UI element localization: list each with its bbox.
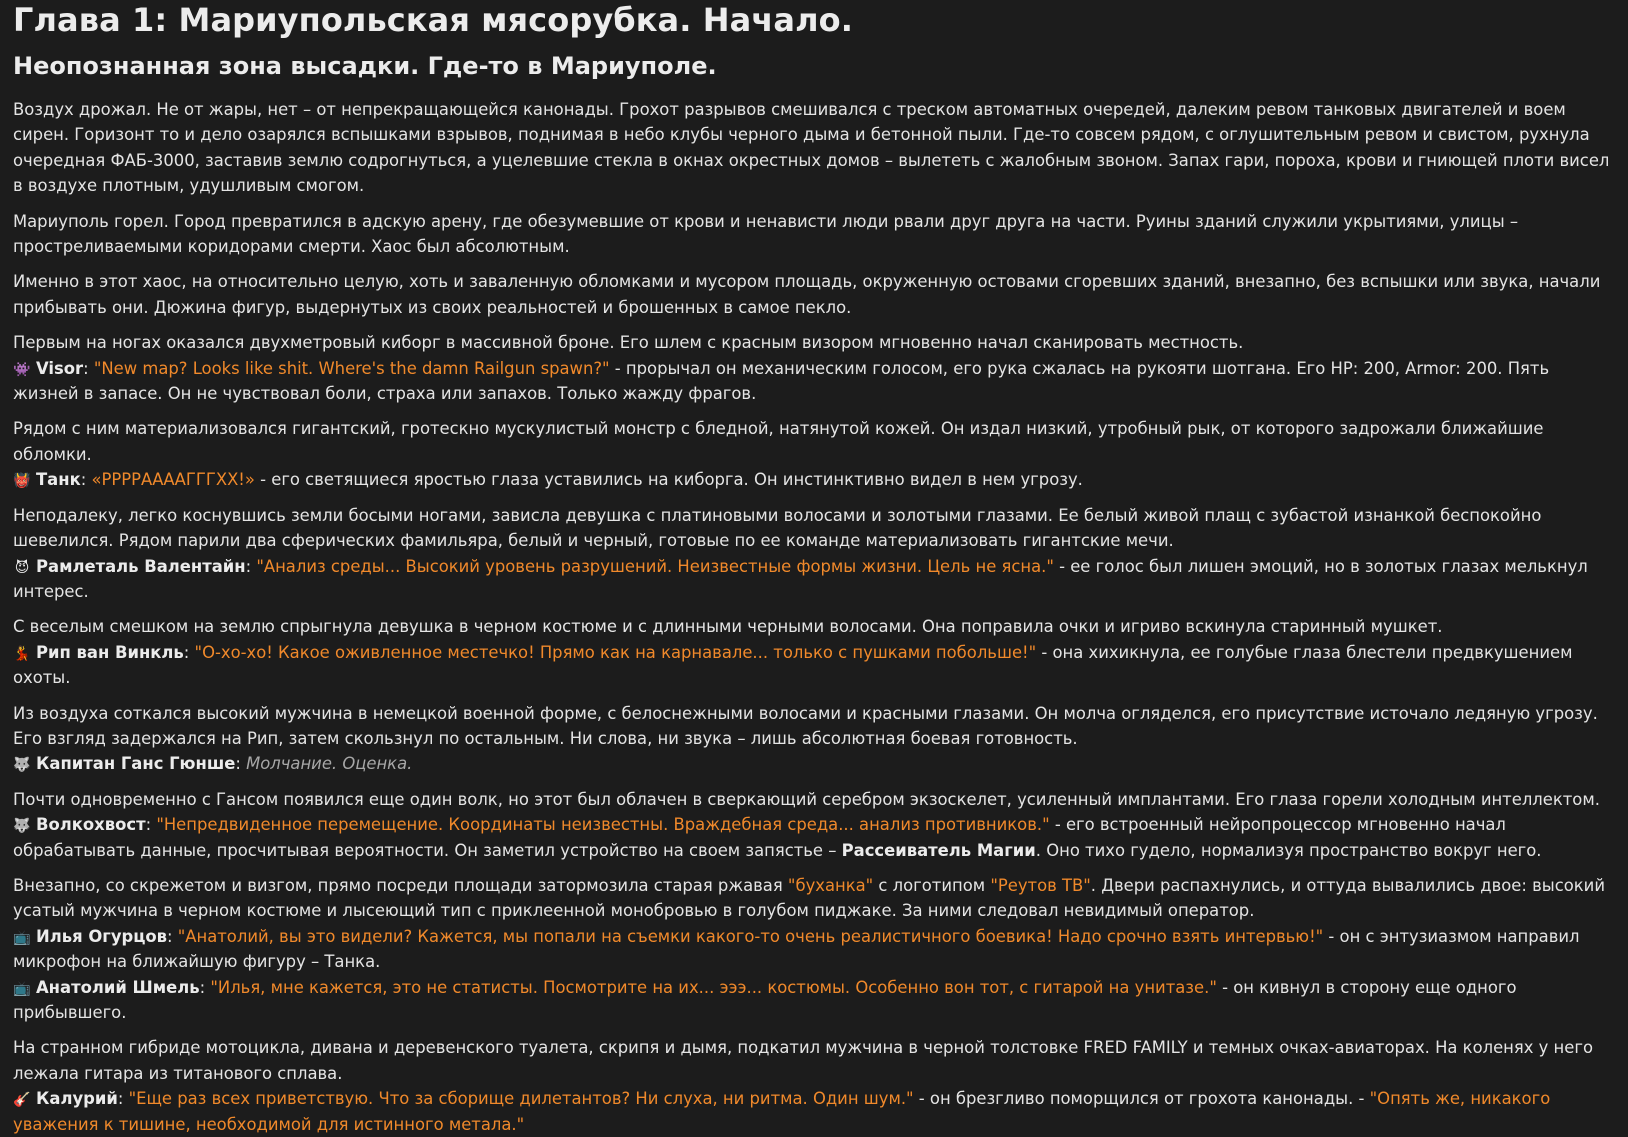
rip-quote: "О-хо-хо! Какое оживленное местечко! Прямо как на карнавале... только с пушками побольше!" <box>194 642 1037 662</box>
ramleteal-quote: "Анализ среды... Высокий уровень разрушений. Неизвестные формы жизни. Цель не ясна." <box>256 556 1054 576</box>
hans-colon: : <box>235 754 247 774</box>
visor-quote: "New map? Looks like shit. Where's the damn Railgun spawn?" <box>93 358 610 378</box>
section-title: Неопознанная зона высадки. Где-то в Мариуполе. <box>13 52 717 80</box>
kaluri-intro: На странном гибриде мотоцикла, дивана и деревенского туалета, скрипя и дымя, подкатил мужчина в черной толстовке FRED FAMILY и темных очках-авиаторах. На коленях у него лежала гитара из титанового сплава. <box>13 1038 1593 1083</box>
paragraph-kaluri <box>13 1035 1615 1137</box>
rip-colon: : <box>183 642 195 662</box>
van-intro3: . Двери распахнулись, и оттуда вывалились двое: высокий усатый мужчина в черном костюме и лысеющий тип с приклеенной монобровью в голубом пиджаке. За ними следовал невидимый оператор. <box>13 875 1605 921</box>
volk-device: Рассеиватель Магии <box>841 840 1036 860</box>
hans-intro: Из воздуха соткался высокий мужчина в немецкой военной форме, с белоснежными волосами и красными глазами. Он молча огляделся, его присутствие источало ледяную угрозу. Его взгляд задержался на Рип, затем скользнул по остальным. Ни слова, ни звука – лишь абсолютная боевая готовность. <box>13 703 1598 748</box>
anatoly-name: Анатолий Шмель <box>36 977 200 997</box>
paragraph-arrivals: Именно в этот хаос, на относительно целую, хоть и заваленную обломками и мусором площадь, окруженную остовами сгоревших зданий, внезапно, без вспышки или звука, начали прибывать они. Дюжина фигур, выдернутых из своих реальностей и брошенных в самое пекло. <box>13 272 1601 317</box>
van-intro1: Внезапно, со скрежетом и визгом, прямо посреди площади затормозила старая ржавая <box>13 875 788 895</box>
paragraph-rip <box>13 614 1615 690</box>
paragraph-ramleteal <box>13 503 1615 605</box>
tank-quote: «РРРРААААГГГХХ!» <box>91 470 255 490</box>
devil-face-icon: 😈 <box>14 559 30 576</box>
volk-rest1: - его встроенный нейропроцессор мгновенно начал обрабатывать данные, просчитывая вероятности. Он заметил устройство на своем запястье – <box>13 815 1506 860</box>
television-icon: 📺 <box>13 980 31 997</box>
volk-rest2: . Оно тихо гудело, нормализуя пространство вокруг него. <box>1035 840 1542 860</box>
volk-intro: Почти одновременно с Гансом появился еще один волк, но этот был облачен в сверкающий серебром экзоскелет, усиленный имплантами. Его глаза горели холодным интеллектом. <box>13 789 1600 809</box>
kaluri-name: Калурий <box>36 1089 118 1109</box>
hans-silence: Молчание. Оценка. <box>246 754 413 774</box>
visor-rest: - прорычал он механическим голосом, его рука сжалась на рукояти шотгана. Его HP: 200, Armor: 200. Пять жизней в запасе. Он не чувствовал боли, страха или запахов. Только жажду фрагов. <box>13 358 1550 404</box>
television-icon: 📺 <box>13 929 31 946</box>
ilya-quote: "Анатолий, вы это видели? Кажется, мы попали на съемки какого-то очень реалистичного боевика! Надо срочно взять интервью!" <box>177 926 1324 946</box>
rip-name: Рип ван Винкль <box>36 642 184 662</box>
ilya-colon: : <box>167 926 178 946</box>
rip-rest: - она хихикнула, ее голубые глаза блестели предвкушением охоты. <box>13 642 1573 688</box>
kaluri-colon: : <box>117 1089 129 1109</box>
ramleteal-colon: : <box>245 556 257 576</box>
guitar-icon: 🎸 <box>13 1092 31 1109</box>
paragraph-mariupol-burning: Мариуполь горел. Город превратился в адскую арену, где обезумевшие от крови и ненависти люди рвали друг друга на части. Руины зданий служили укрытиями, улицы – простреливаемыми коридорами смерти. Хаос был абсолютным. <box>13 211 1519 257</box>
ramleteal-intro: Неподалеку, легко коснувшись земли босыми ногами, зависла девушка с платиновыми волосами и золотыми глазами. Ее белый живой плащ с зубастой изнанкой беспокойно шевелился. Рядом парили два сферических фамильяра, белый и черный, готовые по ее команде материализовать гигантские мечи. <box>13 505 1542 551</box>
ramleteal-name: Рамлеталь Валентайн <box>36 556 246 576</box>
alien-monster-icon: 👾 <box>13 361 31 378</box>
dancer-icon: 💃 <box>13 645 31 662</box>
anatoly-rest: - он кивнул в сторону еще одного прибывшего. <box>13 977 1517 1022</box>
volk-quote: "Непредвиденное перемещение. Координаты неизвестны. Враждебная среда... анализ противников." <box>156 815 1050 835</box>
anatoly-colon: : <box>199 977 211 997</box>
paragraph-volkohvost <box>13 787 1615 863</box>
hans-name: Капитан Ганс Гюнше <box>36 754 236 774</box>
tank-name: Танк <box>36 470 81 490</box>
tank-colon: : <box>80 470 92 490</box>
van-logo: "Реутов ТВ" <box>990 875 1091 895</box>
chapter-title: Глава 1: Мариупольская мясорубка. Начало. <box>13 1 853 39</box>
ilya-rest: - он с энтузиазмом направил микрофон на ближайшую фигуру – Танка. <box>13 926 1580 972</box>
kaluri-quote2: "Опять же, никакого уважения к тишине, необходимой для истинного метала." <box>13 1089 1551 1134</box>
paragraph-bombardment: Воздух дрожал. Не от жары, нет – от непрекращающейся канонады. Грохот разрывов смешивался с треском автоматных очередей, далеким ревом танковых двигателей и воем сирен. Горизонт то и дело озарялся вспышками взрывов, поднимая в небо клубы черного дыма и бетонной пыли. Где-то совсем рядом, с оглушительным ревом и свистом, рухнула очередная ФАБ-3000, заставив землю содрогнуться, а уцелевшие стекла в окнах окрестных домов – вылететь с жалобным звоном. Запах гари, пороха, крови и гниющей плоти висел в воздухе плотным, удушливым смогом. <box>13 100 1610 196</box>
ogre-icon: 👹 <box>13 473 31 490</box>
van-car: "буханка" <box>787 875 874 895</box>
van-intro2: с логотипом <box>873 875 991 895</box>
paragraph-van <box>13 873 1615 1025</box>
paragraph-tank <box>13 416 1615 492</box>
wolf-icon: 🐺 <box>13 818 31 835</box>
kaluri-quote1: "Еще раз всех приветствую. Что за сборище дилетантов? Ни слуха, ни ритма. Один шум." <box>128 1089 914 1109</box>
tank-rest: - его светящиеся яростью глаза уставились на киборга. Он инстинктивно видел в нем угрозу. <box>254 470 1083 490</box>
kaluri-mid: - он брезгливо поморщился от грохота канонады. - <box>913 1089 1370 1109</box>
visor-colon: : <box>83 358 89 378</box>
rip-intro: С веселым смешком на землю спрыгнула девушка в черном костюме и с длинными черными волосами. Она поправила очки и игриво вскинула старинный мушкет. <box>13 617 1443 637</box>
paragraph-visor <box>13 330 1615 406</box>
wolf-icon: 🐺 <box>13 757 31 774</box>
visor-intro: Первым на ногах оказался двухметровый киборг в массивной броне. Его шлем с красным визором мгновенно начал сканировать местность. <box>13 333 1244 353</box>
ilya-name: Илья Огурцов <box>36 926 168 946</box>
volk-name: Волкохвост <box>36 815 146 835</box>
ramleteal-rest: - ее голос был лишен эмоций, но в золотых глазах мелькнул интерес. <box>13 556 1588 601</box>
tank-intro: Рядом с ним материализовался гигантский, гротескно мускулистый монстр с бледной, натянутой кожей. Он издал низкий, утробный рык, от которого задрожали ближайшие обломки. <box>13 419 1544 464</box>
anatoly-quote: "Илья, мне кажется, это не статисты. Посмотрите на их... эээ... костюмы. Особенно вон тот, с гитарой на унитазе." <box>210 977 1217 997</box>
paragraph-hans <box>13 701 1615 777</box>
visor-name: Visor <box>36 358 84 378</box>
volk-colon: : <box>145 815 157 835</box>
